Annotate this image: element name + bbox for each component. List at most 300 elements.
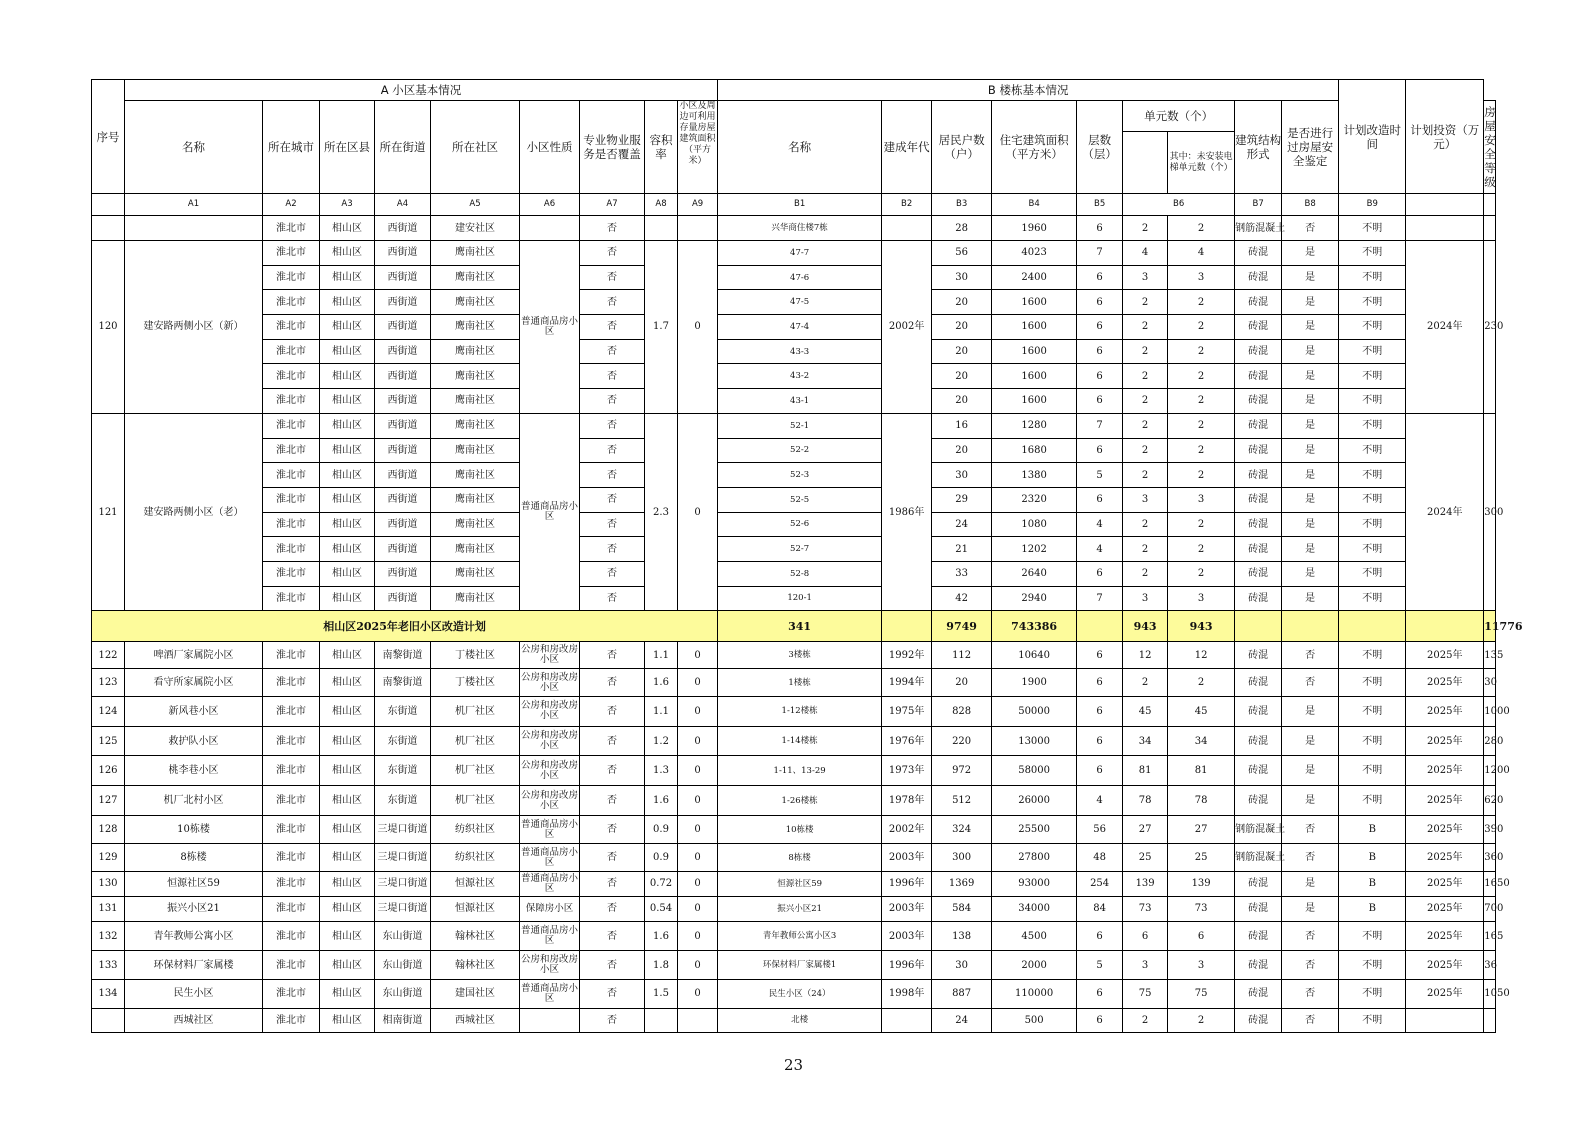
households-cell: 56 [932,241,992,266]
units-noelev-cell: 3 [1168,487,1235,512]
plan-time-cell: 2025年 [1406,844,1484,872]
households-cell: 29 [932,487,992,512]
street-cell: 西街道 [375,537,431,562]
households-cell: 42 [932,586,992,611]
plan-invest-cell: 230 [1484,241,1496,414]
households-cell: 887 [932,979,992,1008]
col-structure-header: 建筑结构形式 [1235,101,1282,194]
safety-checked-cell: 是 [1282,438,1339,463]
seq-cell: 129 [92,844,125,872]
floors-cell: 5 [1077,951,1123,980]
col-units-noelev-subheader: 其中：未安装电梯单元数（个） [1168,132,1235,194]
community-name-cell: 新风巷小区 [125,696,263,726]
households-cell: 324 [932,815,992,844]
nature-cell: 公房和房改房小区 [520,642,580,669]
table-row [92,844,1496,872]
summary-label: 相山区2025年老旧小区改造计划 [92,611,718,642]
building-name-cell: 43-1 [718,389,882,414]
table-row [92,786,1496,816]
area-avail-cell: 0 [678,413,718,611]
property-cell: 否 [580,216,645,241]
col-community-header: 所在社区 [431,101,520,194]
units-noelev-cell: 2 [1168,669,1235,697]
seq-cell [92,1008,125,1032]
year-cell: 1998年 [882,979,932,1008]
building-name-cell: 47-4 [718,315,882,340]
safety-checked-cell: 否 [1282,216,1339,241]
floor-area-cell: 58000 [992,756,1077,786]
area-avail-cell: 0 [678,844,718,872]
group-header-row [92,80,1496,101]
property-cell: 否 [580,726,645,756]
floor-area-cell: 4023 [992,241,1077,266]
code-cell: B9 [1339,194,1406,216]
community-cell: 鹰南社区 [431,389,520,414]
property-cell: 否 [580,979,645,1008]
city-cell: 淮北市 [263,438,320,463]
table-row [92,642,1496,669]
plan-invest-cell: 1650 [1484,871,1496,896]
units-cell: 12 [1123,642,1168,669]
floors-cell: 6 [1077,561,1123,586]
community-cell: 纺织社区 [431,815,520,844]
property-cell: 否 [580,844,645,872]
plan-invest-cell: 165 [1484,921,1496,951]
community-cell: 翰林社区 [431,951,520,980]
property-cell: 否 [580,951,645,980]
year-cell: 1996年 [882,871,932,896]
units-cell: 34 [1123,726,1168,756]
col-units-header: 单元数（个） [1123,101,1235,132]
col-year-header: 建成年代 [882,101,932,194]
column-header-row [92,101,1496,132]
summary-units-noelev: 943 [1168,611,1235,642]
floors-cell: 6 [1077,979,1123,1008]
structure-cell: 砖混 [1235,896,1282,921]
floor-area-cell: 34000 [992,896,1077,921]
city-cell: 淮北市 [263,871,320,896]
safety-level-cell: 不明 [1339,339,1406,364]
floors-cell: 84 [1077,896,1123,921]
floor-area-cell: 2640 [992,561,1077,586]
area-avail-cell: 0 [678,815,718,844]
structure-cell: 砖混 [1235,438,1282,463]
street-cell: 西街道 [375,290,431,315]
floors-cell: 5 [1077,463,1123,488]
district-cell: 相山区 [320,921,375,951]
seq-cell: 120 [92,241,125,414]
floor-area-cell: 500 [992,1008,1077,1032]
city-cell: 淮北市 [263,487,320,512]
ratio-cell [645,216,678,241]
floors-cell: 6 [1077,389,1123,414]
units-noelev-cell: 78 [1168,786,1235,816]
nature-cell: 普通商品房小区 [520,413,580,611]
building-name-cell: 52-2 [718,438,882,463]
code-cell: B2 [882,194,932,216]
summary-invest: 11776 [1484,611,1496,642]
city-cell: 淮北市 [263,389,320,414]
col-seq-header: 序号 [92,80,125,194]
table-row [92,871,1496,896]
district-cell: 相山区 [320,290,375,315]
community-name-cell: 环保材料厂家属楼 [125,951,263,980]
code-cell: A3 [320,194,375,216]
floor-area-cell: 2400 [992,265,1077,290]
units-cell: 73 [1123,896,1168,921]
floors-cell: 7 [1077,413,1123,438]
safety-level-cell: B [1339,815,1406,844]
units-cell: 3 [1123,487,1168,512]
community-cell: 鹰南社区 [431,364,520,389]
units-cell: 2 [1123,1008,1168,1032]
code-cell: B6 [1123,194,1235,216]
plan-invest-cell: 300 [1484,413,1496,611]
property-cell: 否 [580,364,645,389]
plan-invest-cell: 390 [1484,815,1496,844]
code-cell: B1 [718,194,882,216]
nature-cell: 保障房小区 [520,896,580,921]
city-cell: 淮北市 [263,241,320,266]
units-noelev-cell: 2 [1168,463,1235,488]
street-cell: 西街道 [375,216,431,241]
safety-level-cell: 不明 [1339,389,1406,414]
street-cell: 三堤口街道 [375,844,431,872]
units-noelev-cell: 2 [1168,413,1235,438]
area-avail-cell: 0 [678,642,718,669]
street-cell: 西街道 [375,339,431,364]
units-noelev-cell: 34 [1168,726,1235,756]
building-name-cell: 民生小区（24） [718,979,882,1008]
year-cell: 2003年 [882,844,932,872]
households-cell: 20 [932,290,992,315]
ratio-cell: 1.8 [645,951,678,980]
seq-cell: 126 [92,756,125,786]
households-cell: 30 [932,951,992,980]
safety-checked-cell: 否 [1282,951,1339,980]
district-cell: 相山区 [320,844,375,872]
community-cell: 鹰南社区 [431,537,520,562]
city-cell: 淮北市 [263,979,320,1008]
safety-checked-cell: 否 [1282,815,1339,844]
property-cell: 否 [580,315,645,340]
district-cell: 相山区 [320,786,375,816]
year-cell: 1976年 [882,726,932,756]
table-row [92,726,1496,756]
floor-area-cell: 93000 [992,871,1077,896]
floors-cell: 254 [1077,871,1123,896]
floors-cell: 4 [1077,786,1123,816]
safety-level-cell: 不明 [1339,951,1406,980]
plan-invest-cell: 700 [1484,896,1496,921]
code-row [92,194,1496,216]
street-cell: 西街道 [375,463,431,488]
district-cell: 相山区 [320,241,375,266]
safety-level-cell: 不明 [1339,786,1406,816]
units-cell: 2 [1123,216,1168,241]
property-cell: 否 [580,815,645,844]
safety-checked-cell: 是 [1282,512,1339,537]
units-cell: 3 [1123,586,1168,611]
property-cell: 否 [580,896,645,921]
ratio-cell: 1.7 [645,241,678,414]
units-cell: 2 [1123,537,1168,562]
street-cell: 西街道 [375,315,431,340]
units-noelev-cell: 2 [1168,537,1235,562]
building-name-cell: 青年教师公寓小区3 [718,921,882,951]
units-noelev-cell: 2 [1168,389,1235,414]
floors-cell: 6 [1077,726,1123,756]
community-name-cell: 10栋楼 [125,815,263,844]
building-name-cell: 52-6 [718,512,882,537]
city-cell: 淮北市 [263,951,320,980]
street-cell: 西街道 [375,438,431,463]
building-name-cell: 1-11、13-29 [718,756,882,786]
floor-area-cell: 1600 [992,315,1077,340]
plan-invest-cell [1484,1008,1496,1032]
units-noelev-cell: 4 [1168,241,1235,266]
summary-level-cell [1339,611,1406,642]
units-cell: 4 [1123,241,1168,266]
floor-area-cell: 26000 [992,786,1077,816]
year-cell: 2002年 [882,241,932,414]
units-noelev-cell: 2 [1168,216,1235,241]
year-cell: 1973年 [882,756,932,786]
col-plan-time-header: 计划改造时间 [1339,80,1406,194]
community-cell: 鹰南社区 [431,290,520,315]
safety-checked-cell: 是 [1282,696,1339,726]
floors-cell: 48 [1077,844,1123,872]
households-cell: 584 [932,896,992,921]
structure-cell: 砖混 [1235,979,1282,1008]
district-cell: 相山区 [320,389,375,414]
summary-structure-cell [1235,611,1282,642]
year-cell: 1992年 [882,642,932,669]
property-cell: 否 [580,438,645,463]
community-cell: 鹰南社区 [431,265,520,290]
units-noelev-cell: 3 [1168,951,1235,980]
community-cell: 鹰南社区 [431,339,520,364]
summary-year-cell [882,611,932,642]
city-cell: 淮北市 [263,561,320,586]
property-cell: 否 [580,537,645,562]
ratio-cell: 0.72 [645,871,678,896]
building-name-cell: 8栋楼 [718,844,882,872]
structure-cell: 砖混 [1235,561,1282,586]
district-cell: 相山区 [320,815,375,844]
area-avail-cell: 0 [678,726,718,756]
safety-checked-cell: 是 [1282,786,1339,816]
households-cell: 20 [932,339,992,364]
households-cell: 20 [932,364,992,389]
safety-level-cell: 不明 [1339,726,1406,756]
households-cell: 300 [932,844,992,872]
col-area-avail-header: 小区及周边可利用存量房屋建筑面积（平方米） [678,101,718,194]
safety-level-cell: 不明 [1339,241,1406,266]
col-street-header: 所在街道 [375,101,431,194]
floors-cell: 6 [1077,696,1123,726]
floors-cell: 6 [1077,438,1123,463]
table-row [92,364,1496,389]
plan-invest-cell: 36 [1484,951,1496,980]
nature-cell [520,216,580,241]
community-cell: 鹰南社区 [431,586,520,611]
safety-checked-cell: 是 [1282,413,1339,438]
units-noelev-cell: 27 [1168,815,1235,844]
district-cell: 相山区 [320,586,375,611]
district-cell: 相山区 [320,315,375,340]
safety-level-cell: 不明 [1339,586,1406,611]
nature-cell: 公房和房改房小区 [520,696,580,726]
units-noelev-cell: 2 [1168,315,1235,340]
area-avail-cell: 0 [678,871,718,896]
property-cell: 否 [580,642,645,669]
street-cell: 东街道 [375,726,431,756]
units-cell: 81 [1123,756,1168,786]
table-row [92,669,1496,697]
community-name-cell: 看守所家属院小区 [125,669,263,697]
structure-cell: 砖混 [1235,921,1282,951]
households-cell: 138 [932,921,992,951]
structure-cell: 砖混 [1235,756,1282,786]
code-cell: A2 [263,194,320,216]
ratio-cell: 1.5 [645,979,678,1008]
community-name-cell: 桃李巷小区 [125,756,263,786]
units-cell: 2 [1123,413,1168,438]
floor-area-cell: 10640 [992,642,1077,669]
district-cell: 相山区 [320,364,375,389]
code-cell: A6 [520,194,580,216]
units-cell: 2 [1123,561,1168,586]
floors-cell: 56 [1077,815,1123,844]
safety-checked-cell: 是 [1282,315,1339,340]
seq-cell: 134 [92,979,125,1008]
nature-cell: 普通商品房小区 [520,844,580,872]
col-safety-checked-header: 是否进行过房屋安全鉴定 [1282,101,1339,194]
property-cell: 否 [580,339,645,364]
units-noelev-cell: 12 [1168,642,1235,669]
safety-level-cell: 不明 [1339,315,1406,340]
code-cell: B5 [1077,194,1123,216]
structure-cell: 钢筋混凝土 [1235,815,1282,844]
community-name-cell: 建安路两侧小区（老） [125,413,263,611]
units-cell: 75 [1123,979,1168,1008]
nature-cell: 普通商品房小区 [520,815,580,844]
plan-time-cell: 2025年 [1406,726,1484,756]
floors-cell: 6 [1077,265,1123,290]
property-cell: 否 [580,1008,645,1032]
year-cell: 2003年 [882,921,932,951]
property-cell: 否 [580,669,645,697]
col-property-header: 专业物业服务是否覆盖 [580,101,645,194]
continuation-row [92,216,1496,241]
households-cell: 220 [932,726,992,756]
col-ratio-header: 容积率 [645,101,678,194]
property-cell: 否 [580,756,645,786]
year-cell: 1994年 [882,669,932,697]
district-cell: 相山区 [320,726,375,756]
safety-checked-cell: 是 [1282,871,1339,896]
nature-cell: 普通商品房小区 [520,979,580,1008]
plan-invest-cell: 620 [1484,786,1496,816]
district-cell: 相山区 [320,951,375,980]
safety-checked-cell: 是 [1282,537,1339,562]
street-cell: 东街道 [375,696,431,726]
property-cell: 否 [580,265,645,290]
summary-households: 9749 [932,611,992,642]
plan-time-cell [1406,216,1484,241]
structure-cell: 砖混 [1235,241,1282,266]
safety-checked-cell: 是 [1282,756,1339,786]
city-cell: 淮北市 [263,844,320,872]
street-cell: 东山街道 [375,921,431,951]
ratio-cell: 1.6 [645,921,678,951]
nature-cell: 公房和房改房小区 [520,756,580,786]
community-name-cell: 8栋楼 [125,844,263,872]
floors-cell: 6 [1077,642,1123,669]
city-cell: 淮北市 [263,896,320,921]
structure-cell: 砖混 [1235,389,1282,414]
units-cell: 2 [1123,512,1168,537]
structure-cell: 砖混 [1235,951,1282,980]
structure-cell: 砖混 [1235,537,1282,562]
households-cell: 512 [932,786,992,816]
units-cell: 2 [1123,339,1168,364]
table-row [92,979,1496,1008]
district-cell: 相山区 [320,979,375,1008]
units-noelev-cell: 2 [1168,1008,1235,1032]
city-cell: 淮北市 [263,315,320,340]
seq-cell: 125 [92,726,125,756]
units-cell: 2 [1123,389,1168,414]
floor-area-cell: 1202 [992,537,1077,562]
city-cell: 淮北市 [263,364,320,389]
units-noelev-cell: 3 [1168,586,1235,611]
community-cell: 建安社区 [431,216,520,241]
col-city-header: 所在城市 [263,101,320,194]
property-cell: 否 [580,463,645,488]
floors-cell: 6 [1077,756,1123,786]
street-cell: 东山街道 [375,951,431,980]
units-noelev-cell: 2 [1168,290,1235,315]
floor-area-cell: 27800 [992,844,1077,872]
units-noelev-cell: 3 [1168,265,1235,290]
safety-checked-cell: 是 [1282,339,1339,364]
seq-cell [92,216,125,241]
code-cell: A7 [580,194,645,216]
col-plan-invest-header: 计划投资（万元） [1406,80,1484,194]
units-cell: 78 [1123,786,1168,816]
units-cell: 25 [1123,844,1168,872]
building-name-cell: 1-12楼栋 [718,696,882,726]
plan-time-cell: 2024年 [1406,241,1484,414]
area-avail-cell: 0 [678,696,718,726]
property-cell: 否 [580,871,645,896]
district-cell: 相山区 [320,438,375,463]
units-cell: 139 [1123,871,1168,896]
group-a-header: A 小区基本情况 [125,80,718,101]
units-cell: 6 [1123,921,1168,951]
floors-cell: 6 [1077,315,1123,340]
table-row [92,463,1496,488]
units-cell: 45 [1123,696,1168,726]
street-cell: 三堤口街道 [375,871,431,896]
district-cell: 相山区 [320,756,375,786]
ratio-cell [645,1008,678,1032]
structure-cell: 钢筋混凝土 [1235,216,1282,241]
structure-cell: 砖混 [1235,315,1282,340]
nature-cell: 普通商品房小区 [520,871,580,896]
